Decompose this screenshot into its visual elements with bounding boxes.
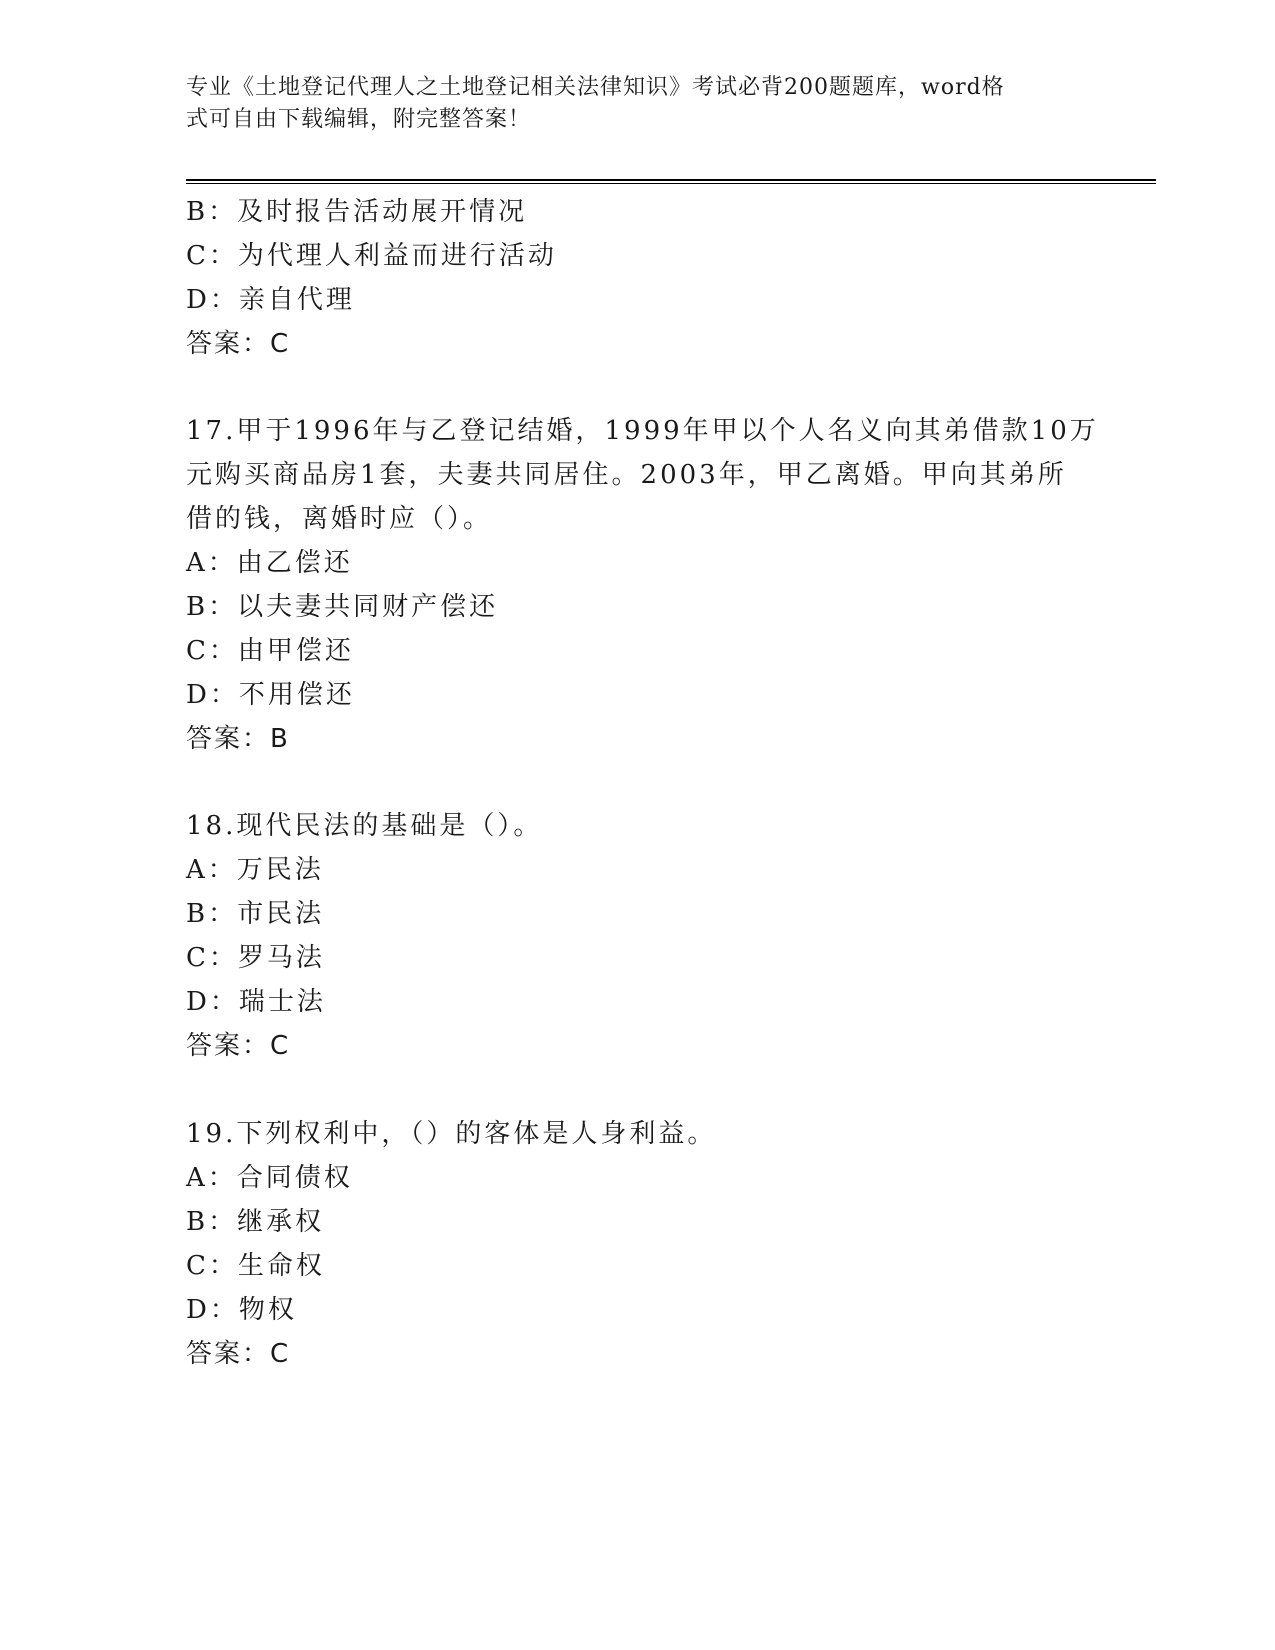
q18-answer: 答案：C <box>186 1031 291 1061</box>
q17-option-c: C：由甲偿还 <box>186 636 354 666</box>
q19-option-a: A：合同债权 <box>186 1163 353 1193</box>
document-header <box>186 72 1066 136</box>
q16-answer: 答案：C <box>186 329 291 359</box>
q17-answer: 答案：B <box>186 724 290 754</box>
q19-option-b: B：继承权 <box>186 1207 325 1237</box>
q17-stem-line-1: 17.甲于1996年与乙登记结婚，1999年甲以个人名义向其弟借款10万 <box>186 416 1099 446</box>
q18-stem: 18.现代民法的基础是（）。 <box>186 811 543 841</box>
q18-option-a: A：万民法 <box>186 855 324 885</box>
q16-option-c: C：为代理人利益而进行活动 <box>186 241 557 271</box>
header-divider-thick <box>186 179 1156 181</box>
header-divider-thin <box>186 183 1156 184</box>
q17-stem-line-3: 借的钱，离婚时应（）。 <box>186 504 493 534</box>
q19-option-d: D：物权 <box>186 1295 297 1325</box>
q17-option-a: A：由乙偿还 <box>186 548 353 578</box>
q19-answer: 答案：C <box>186 1339 291 1369</box>
header-line-1: 专业《土地登记代理人之土地登记相关法律知识》考试必背200题题库，word格 <box>186 75 1005 100</box>
header-line-2: 式可自由下载编辑，附完整答案！ <box>186 107 532 132</box>
q19-option-c: C：生命权 <box>186 1251 325 1281</box>
q18-option-d: D：瑞士法 <box>186 987 326 1017</box>
q18-option-b: B：市民法 <box>186 899 325 929</box>
q16-option-b: B：及时报告活动展开情况 <box>186 197 528 227</box>
q19-stem: 19.下列权利中，（）的客体是人身利益。 <box>186 1119 717 1149</box>
q18-option-c: C：罗马法 <box>186 943 325 973</box>
q17-option-b: B：以夫妻共同财产偿还 <box>186 592 499 622</box>
q17-stem-line-2: 元购买商品房1套，夫妻共同居住。2003年，甲乙离婚。甲向其弟所 <box>186 460 1067 490</box>
q16-option-d: D：亲自代理 <box>186 285 355 315</box>
q17-option-d: D：不用偿还 <box>186 680 355 710</box>
